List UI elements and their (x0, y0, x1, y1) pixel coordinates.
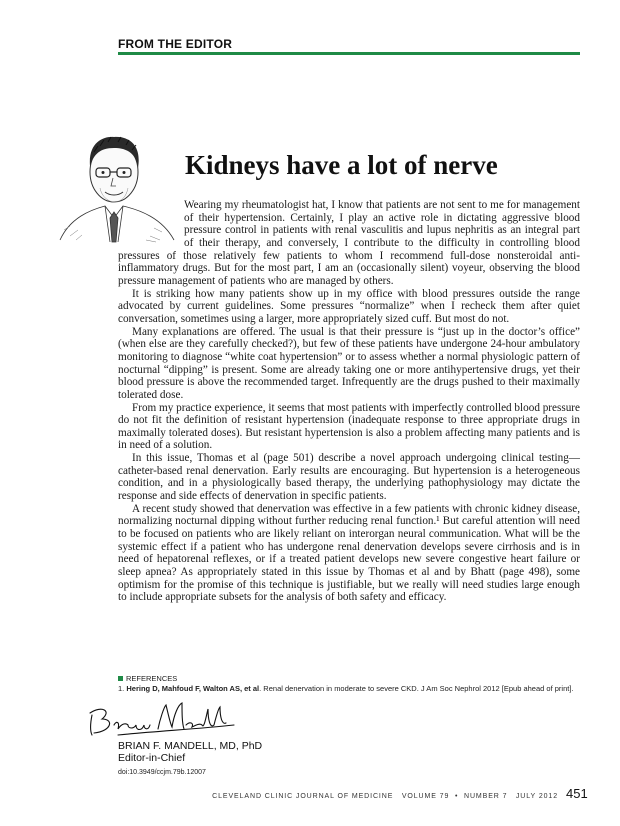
section-rule (118, 52, 580, 55)
article-title: Kidneys have a lot of nerve (185, 150, 498, 180)
editor-name: BRIAN F. MANDELL, MD, PhD (118, 740, 263, 752)
reference-citation: . Renal denervation in moderate to severe CKD. J Am Soc Nephrol 2012 [Epub ahead of print]. (259, 684, 574, 693)
footer-volume: VOLUME 79 (401, 793, 450, 800)
footer-date: JULY 2012 (515, 793, 558, 800)
article-paragraph: Wearing my rheumatologist hat, I know that patients are not sent to me for management of their hypertension. Certainly, I play an active role in dictating aggressive blood pressure control in patients with renal vasculitis and lupus nephritis as an integral part of their therapy, and conversely, I contribute to the difficulty in controlling blood pressures of those relatively few patients to whom I recommend full-dose nonsteroidal anti-inflammatory drugs. But for the most part, I am an (occasionally silent) voyeur, observing the blood pressure management of patients who are managed by others. (118, 199, 580, 287)
article-paragraph: It is striking how many patients show up in my office with blood pressures outside the range advocated by current guidelines. Some pressures “normalize” when I recheck them after quiet conversation, sometimes using a larger, more appropriately sized cuff. But most do not. (118, 287, 580, 325)
article-paragraph: In this issue, Thomas et al (page 501) describe a novel approach undergoing clinical testing—catheter-based renal denervation. Early results are encouraging. But hypertension is a heterogeneous condition, and in a physiologically based therapy, the underlying pathophysiology may dictate the response and side effects of denervation in specific patients. (118, 452, 580, 503)
portrait-wrap-spacer (118, 199, 184, 249)
reference-authors: Hering D, Mahfoud F, Walton AS, et al (126, 684, 260, 693)
page-number: 451 (566, 786, 588, 801)
handwritten-signature (78, 695, 238, 741)
footer-number: NUMBER 7 (463, 793, 508, 800)
reference-number: 1. (118, 684, 125, 693)
journal-footer: CLEVELAND CLINIC JOURNAL OF MEDICINE VOLUME 79 • NUMBER 7 JULY 2012 (212, 793, 558, 800)
footer-journal: CLEVELAND CLINIC JOURNAL OF MEDICINE (212, 793, 394, 800)
article-paragraph: Many explanations are offered. The usual is that their pressure is “just up in the doctor’s office” (when else are they carefully checked?), but few of these patients have undergone 24-hour ambulatory monitoring to diagnose “white coat hypertension” or to assess whether a normal physiologic pattern of nocturnal “dipping” is present. Some are already taking one or more antihypertensive drugs, yet their blood pressure is above the recommended target. Infrequently are the drugs pushed to their maximally tolerated dose. (118, 325, 580, 401)
article-paragraph: A recent study showed that denervation was effective in a few patients with chronic kidney disease, normalizing nocturnal dipping without further reducing renal function.¹ But careful attention will need to be focused on patients who are likely reliant on interorgan neural communication. What will be the systemic effect if a patient who has undergone renal denervation develops severe cirrhosis and is in need of hepatorenal reflexes, or if a treated patient develops new severe congestive heart failure or sleep apnea? As appropriately stated in this issue by Thomas et al and by Bhatt (page 498), some optimism for the promise of this technique is justifiable, but we really will need studies large enough to include appropriate subsets for the analysis of both safety and efficacy. (118, 502, 580, 604)
doi: doi:10.3949/ccjm.79b.12007 (118, 769, 206, 776)
references-heading-text: REFERENCES (126, 674, 178, 683)
reference-entry (118, 684, 580, 694)
article-paragraph: From my practice experience, it seems that most patients with imperfectly controlled blood pressure do not fit the definition of resistant hypertension (inadequate response to three appropriate drugs in maximally tolerated doses). But resistant hypertension is also a problem affecting many patients and is in need of a solution. (118, 401, 580, 452)
references-heading (118, 674, 177, 683)
article-body (118, 199, 580, 604)
section-label: FROM THE EDITOR (118, 37, 233, 51)
editor-role: Editor-in-Chief (118, 752, 186, 764)
square-bullet-icon (118, 676, 123, 681)
